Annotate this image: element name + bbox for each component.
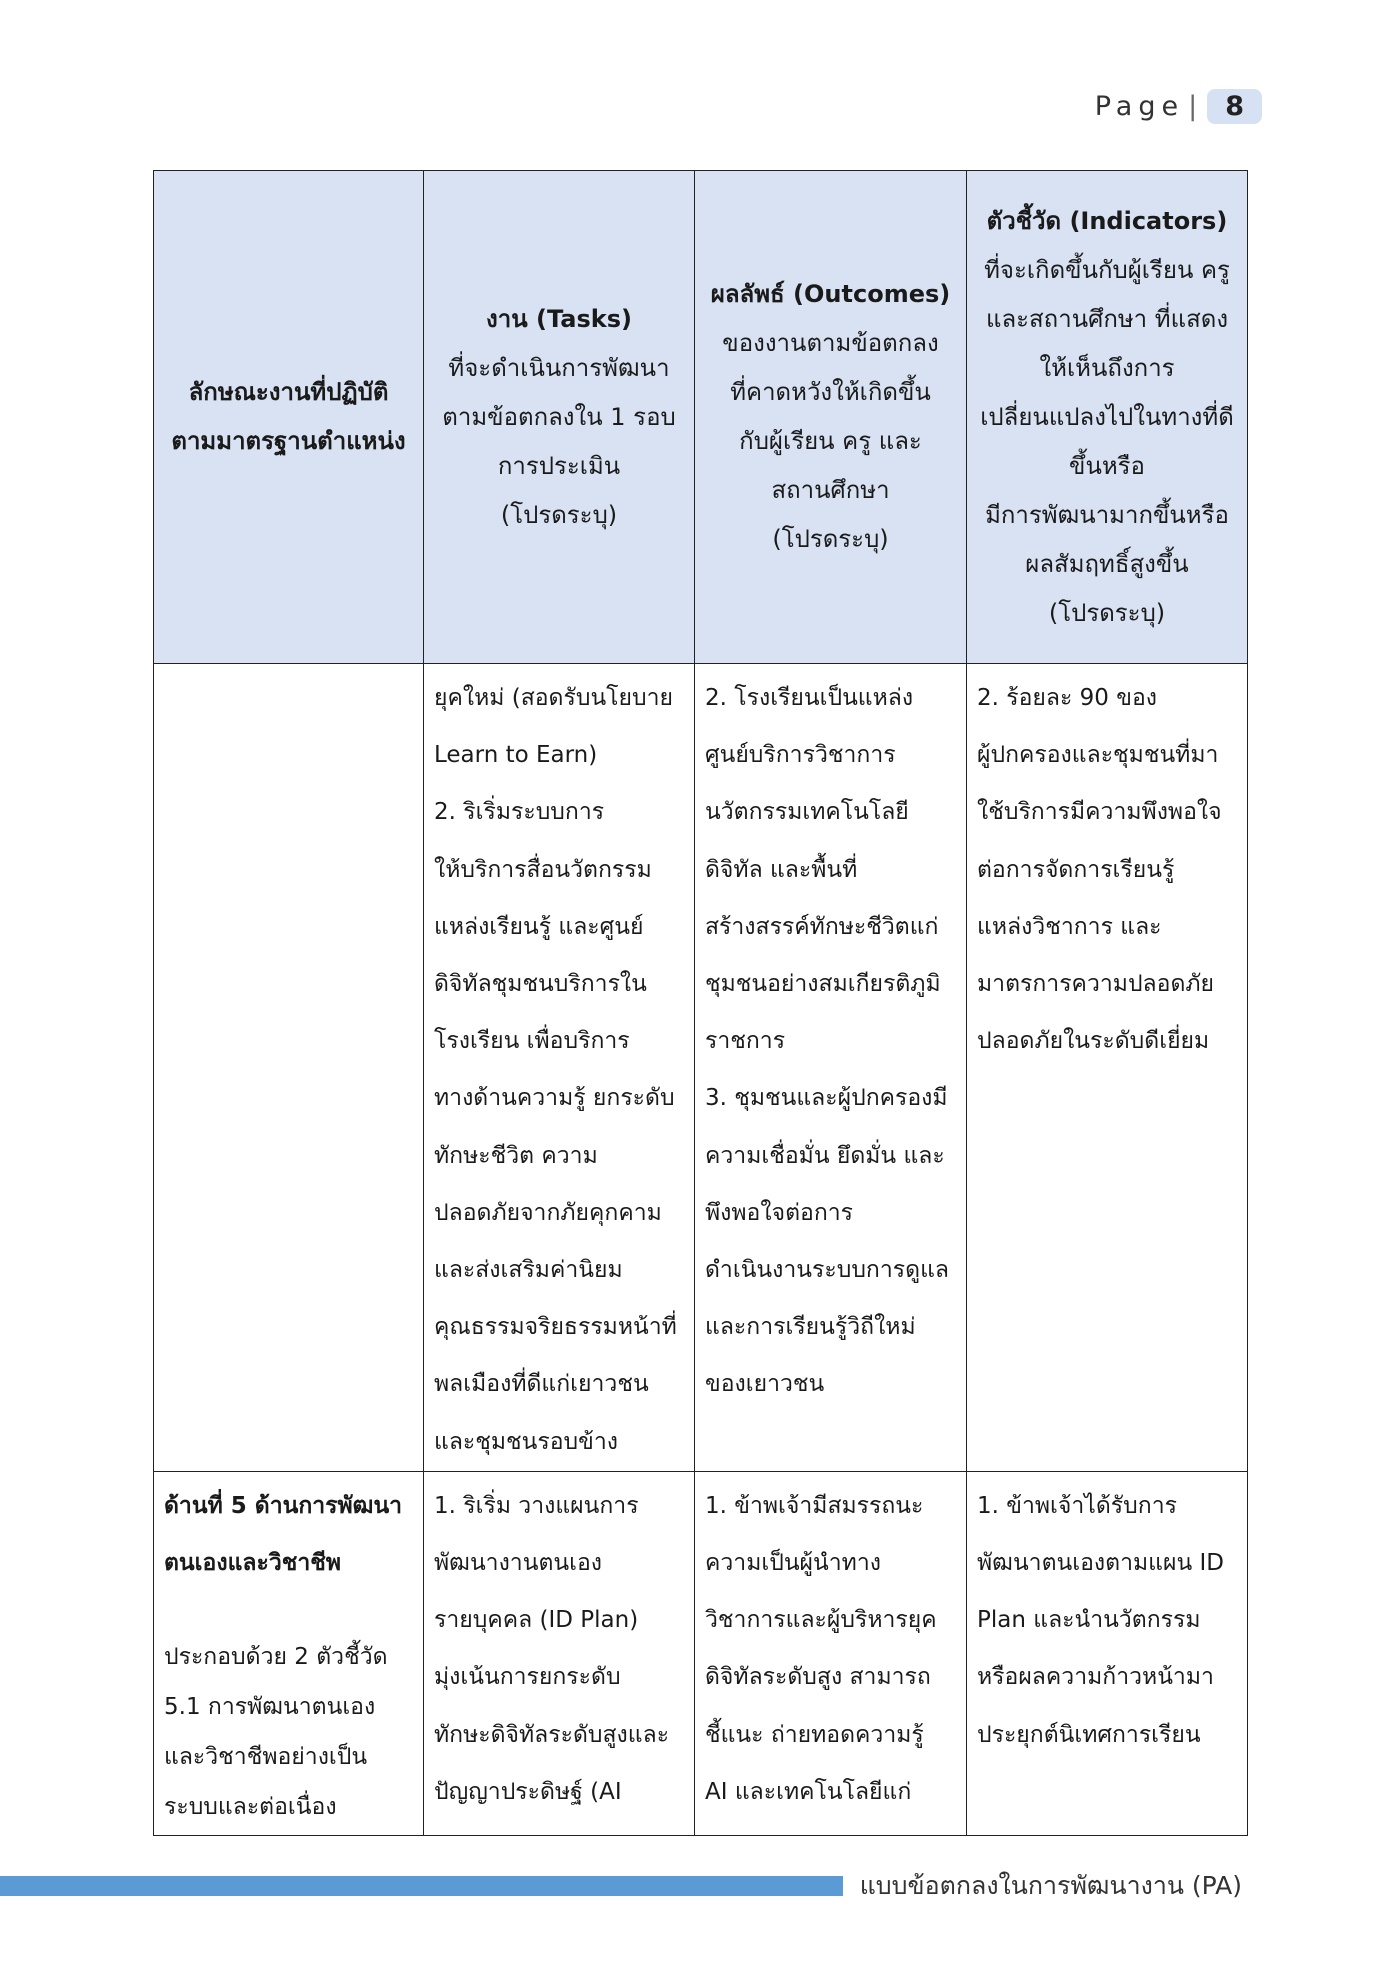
table-row bbox=[154, 1471, 1248, 1835]
cell-tasks: ยุคใหม่ (สอดรับนโยบาย Learn to Earn) 2. ริเริ่มระบบการ ให้บริการสื่อนวัตกรรม แหล่งเรียนรู้ และศูนย์ ดิจิทัลชุมชนบริการใน โรงเรียน เพื่อบริการ ทางด้านความรู้ ยกระดับ ทักษะชีวิต ความ ปลอดภัยจากภัยคุกคาม และส่งเสริมค่านิยม คุณธรรมจริยธรรมหน้าที่ พลเมืองที่ดีแก่เยาวชน และชุมชนรอบข้าง bbox=[424, 664, 695, 1472]
table-header-row bbox=[154, 171, 1248, 664]
cell-standard-empty bbox=[154, 664, 424, 1472]
cell-outcomes: 2. โรงเรียนเป็นแหล่ง ศูนย์บริการวิชาการ นวัตกรรมเทคโนโลยี ดิจิทัล และพื้นที่ สร้างสรรค์ทักษะชีวิตแก่ ชุมชนอย่างสมเกียรติภูมิ ราชการ 3. ชุมชนและผู้ปกครองมี ความเชื่อมั่น ยึดมั่น และ พึงพอใจต่อการ ดำเนินงานระบบการดูแล และการเรียนรู้วิถีใหม่ ของเยาวชน bbox=[695, 664, 967, 1472]
header-outcomes: ผลลัพธ์ (Outcomes) ของงานตามข้อตกลง ที่คาดหวังให้เกิดขึ้น กับผู้เรียน ครู และ สถานศึกษา (โปรดระบุ) bbox=[695, 171, 967, 664]
page-number: 8 bbox=[1207, 89, 1262, 124]
header-standard-position: ลักษณะงานที่ปฏิบัติ ตามมาตรฐานตำแหน่ง bbox=[154, 171, 424, 664]
footer-accent-bar bbox=[0, 1876, 843, 1896]
cell-outcomes: 1. ข้าพเจ้ามีสมรรถนะ ความเป็นผู้นำทาง วิชาการและผู้บริหารยุค ดิจิทัลระดับสูง สามารถ ชี้แนะ ถ่ายทอดความรู้ AI และเทคโนโลยีแก่ bbox=[695, 1471, 967, 1835]
table-row bbox=[154, 664, 1248, 1472]
page-label: Page bbox=[1094, 90, 1185, 122]
cell-indicators: 1. ข้าพเจ้าได้รับการ พัฒนาตนเองตามแผน ID Plan และนำนวัตกรรม หรือผลความก้าวหน้ามา ประยุกต์นิเทศการเรียน bbox=[967, 1471, 1248, 1835]
pa-agreement-table bbox=[153, 170, 1248, 1836]
page-header bbox=[1095, 86, 1262, 126]
header-tasks: งาน (Tasks) ที่จะดำเนินการพัฒนา ตามข้อตกลงใน 1 รอบ การประเมิน (โปรดระบุ) bbox=[424, 171, 695, 664]
cell-tasks: 1. ริเริ่ม วางแผนการ พัฒนางานตนเอง รายบุคคล (ID Plan) มุ่งเน้นการยกระดับ ทักษะดิจิทัลระดับสูงและ ปัญญาประดิษฐ์ (AI bbox=[424, 1471, 695, 1835]
cell-area-5-self-development: ด้านที่ 5 ด้านการพัฒนา ตนเองและวิชาชีพ ประกอบด้วย 2 ตัวชี้วัด 5.1 การพัฒนาตนเอง และวิชาชีพอย่างเป็น ระบบและต่อเนื่อง bbox=[154, 1471, 424, 1835]
cell-indicators: 2. ร้อยละ 90 ของ ผู้ปกครองและชุมชนที่มา ใช้บริการมีความพึงพอใจ ต่อการจัดการเรียนรู้ แหล่งวิชาการ และ มาตรการความปลอดภัย ปลอดภัยในระดับดีเยี่ยม bbox=[967, 664, 1248, 1472]
page-separator: | bbox=[1188, 90, 1198, 122]
header-indicators: ตัวชี้วัด (Indicators) ที่จะเกิดขึ้นกับผู้เรียน ครู และสถานศึกษา ที่แสดง ให้เห็นถึงการ เปลี่ยนแปลงไปในทางที่ดี ขึ้นหรือ มีการพัฒนามากขึ้นหรือ ผลสัมฤทธิ์สูงขึ้น (โปรดระบุ) bbox=[967, 171, 1248, 664]
footer-title: แบบข้อตกลงในการพัฒนางาน (PA) bbox=[859, 1871, 1242, 1900]
